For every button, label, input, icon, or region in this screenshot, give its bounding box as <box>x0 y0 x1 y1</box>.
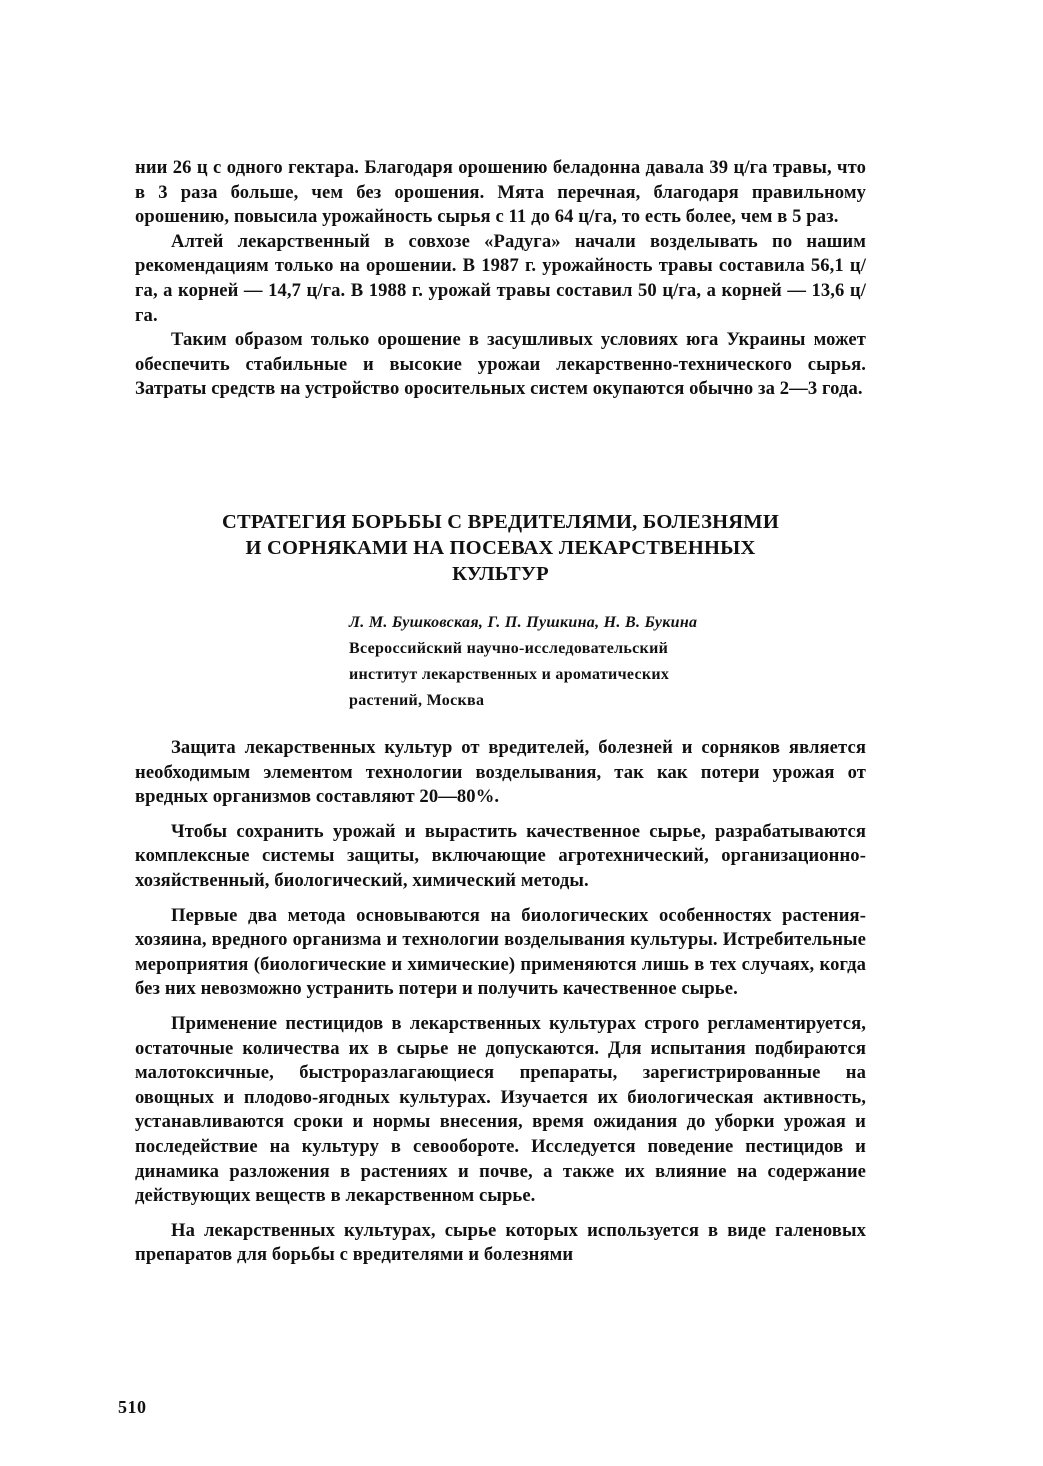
title-line-2: И СОРНЯКАМИ НА ПОСЕВАХ ЛЕКАРСТВЕННЫХ <box>245 537 756 559</box>
affiliation-line-2: институт лекарственных и ароматических <box>349 666 670 683</box>
affiliation-line-1: Всероссийский научно-исследовательский <box>349 640 669 657</box>
paragraph-conclusion: Таким образом только орошение в засушливых условиях юга Украины может обеспечить стабильные и высокие урожаи лекарственно-технического сырья. Затраты средств на устройство оросительных систем окупаются обычно за 2—3 года. <box>135 329 866 400</box>
affiliation-line-3: растений, Москва <box>349 692 485 709</box>
title-line-1: СТРАТЕГИЯ БОРЬБЫ С ВРЕДИТЕЛЯМИ, БОЛЕЗНЯМИ <box>221 511 780 533</box>
authors: Л. М. Бушковская, Г. П. Пушкина, Н. В. Букина <box>349 614 698 631</box>
body-paragraph-3: Первые два метода основываются на биологических особенностях растения-хозяина, вредного организма и технологии возделывания культуры. Истребительные мероприятия (биологические и химические) применяются лишь в тех случаях, когда без них невозможно устранить потери и получить качественное сырье. <box>135 904 866 1000</box>
article-title <box>135 509 866 587</box>
body-paragraph-2: Чтобы сохранить урожай и вырастить качественное сырье, разрабатываются комплексные системы защиты, включающие агротехнический, организационно-хозяйственный, биологический, химический методы. <box>135 820 866 891</box>
title-line-3: КУЛЬТУР <box>452 563 549 585</box>
continued-text-block <box>135 156 866 402</box>
paragraph-continued: нии 26 ц с одного гектара. Благодаря орошению беладонна давала 39 ц/га травы, что в 3 раза больше, чем без орошения. Мята перечная, благодаря правильному орошению, повысила урожайность сырья с 11 до 64 ц/га, то есть более, чем в 5 раз. <box>135 157 866 228</box>
body-paragraph-1: Защита лекарственных культур от вредителей, болезней и сорняков является необходимым элементом технологии возделывания, так как потери урожая от вредных организмов составляют 20—80%. <box>135 737 866 808</box>
body-paragraph-4: Применение пестицидов в лекарственных культурах строго регламентируется, остаточные количества их в сырье не допускаются. Для испытания подбираются малотоксичные, быстроразлагающиеся препараты, зарегистрированные на овощных и плодово-ягодных культурах. Изучается их биологическая активность, устанавливаются сроки и нормы внесения, время ожидания до уборки урожая и последействие на культуру в севообороте. Исследуется поведение пестицидов и динамика разложения в растениях и почве, а также их влияние на содержание действующих веществ в лекарственном сырье. <box>135 1012 866 1207</box>
article-body <box>135 736 866 1268</box>
page-number: 510 <box>118 1397 147 1417</box>
article-byline <box>349 610 869 714</box>
body-paragraph-5: На лекарственных культурах, сырье которых используется в виде галеновых препаратов для борьбы с вредителями и болезнями <box>135 1219 866 1266</box>
paragraph-althaea: Алтей лекарственный в совхозе «Радуга» начали возделывать по нашим рекомендациям только на орошении. В 1987 г. урожайность травы составила 56,1 ц/га, а корней — 14,7 ц/га. В 1988 г. урожай травы составил 50 ц/га, а корней — 13,6 ц/га. <box>135 230 866 326</box>
